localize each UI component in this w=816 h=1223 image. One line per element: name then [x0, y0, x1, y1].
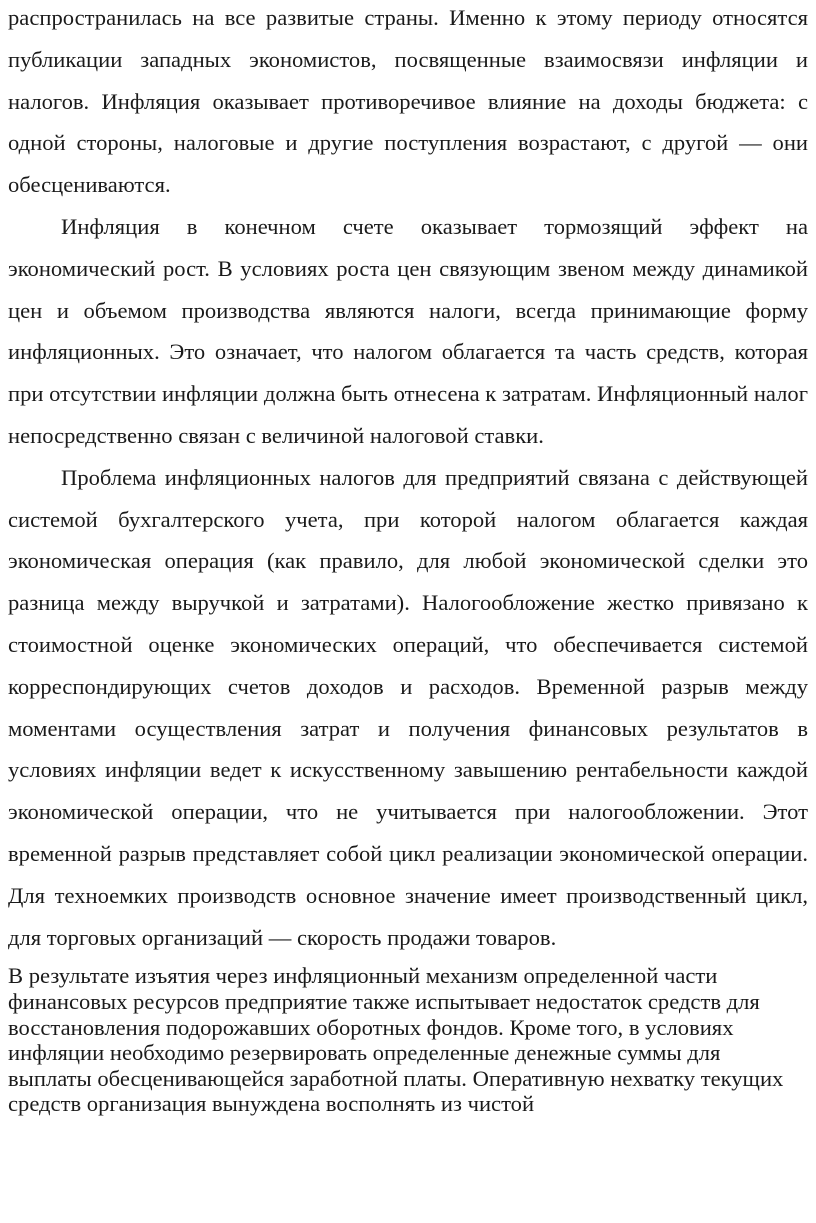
paragraph-1: распространилась на все развитые страны. Именно к этому периоду относятся публикации западных экономистов, посвященные взаимосвязи инфляции и налогов. Инфляция оказывает противоречивое влияние на доходы бюджета: с одной стороны, налоговые и другие поступления возрастают, с другой — они обесцениваются.	[8, 5, 808, 198]
paragraph-3: Проблема инфляционных налогов для предприятий связана с действующей системой бухгалтерского учета, при которой налогом облагается каждая экономическая операция (как правило, для любой экономической сделки это разница между выручкой и затратами). Налогообложение жестко привязано к стоимостной оценке экономических операций, что обеспечивается системой корреспондирующих счетов доходов и расходов. Временной разрыв между моментами осуществления затрат и получения финансовых результатов в условиях инфляции ведет к искусственному завышению рентабельности каждой экономической операции, что не учитывается при налогообложении. Этот временной разрыв представляет собой цикл реализации экономической операции. Для техноемких производств основное значение имеет производственный цикл, для торговых организаций — скорость продажи товаров.	[8, 464, 808, 950]
paragraph-2: Инфляция в конечном счете оказывает тормозящий эффект на экономический рост. В условиях роста цен связующим звеном между динамикой цен и объемом производства являются налоги, всегда принимающие форму инфляционных. Это означает, что налогом облагается та часть средств, которая при отсутствии инфляции должна быть отнесена к затратам. Инфляционный налог непосредственно связан с величиной налоговой ставки.	[8, 213, 808, 448]
paragraph-4: В результате изъятия через инфляционный механизм определенной части финансовых ресурсов предприятие также испытывает недостаток средств для восстановления подорожавших оборотных фондов. Кроме того, в условиях инфляции необходимо резервировать определенные денежные суммы для выплаты обесценивающейся заработной платы. Оперативную нехватку текущих средств организация вынуждена восполнять из чистой	[8, 963, 784, 1117]
